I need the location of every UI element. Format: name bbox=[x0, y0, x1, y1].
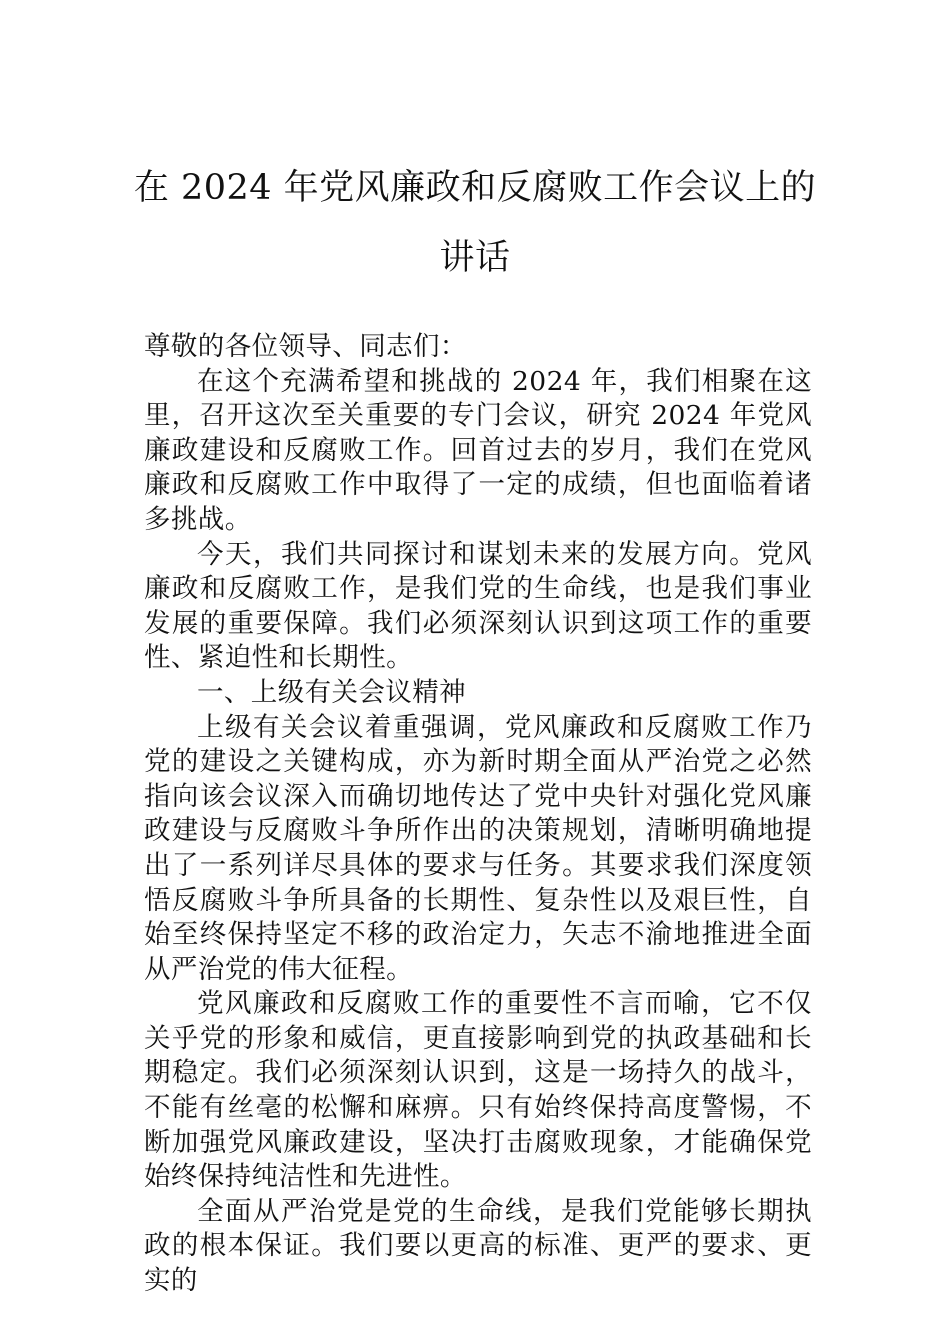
paragraph-meeting-spirit: 上级有关会议着重强调，党风廉政和反腐败工作乃党的建设之关键构成，亦为新时期全面从严治党之必然指向该会议深入而确切地传达了党中央针对强化党风廉政建设与反腐败斗争所作出的决策规划，清晰明确地提出了一系列详尽具体的要求与任务。其要求我们深度领悟反腐败斗争所具备的长期性、复杂性以及艰巨性，自始至终保持坚定不移的政治定力，矢志不渝地推进全面从严治党的伟大征程。 bbox=[144, 711, 812, 985]
section-heading-1: 一、上级有关会议精神 bbox=[197, 676, 466, 708]
paragraph-importance: 党风廉政和反腐败工作的重要性不言而喻，它不仅关乎党的形象和威信，更直接影响到党的执政基础和长期稳定。我们必须深刻认识到，这是一场持久的战斗，不能有丝毫的松懈和麻痹。只有始终保持高度警惕，不断加强党风廉政建设，坚决打击腐败现象，才能确保党始终保持纯洁性和先进性。 bbox=[144, 988, 812, 1193]
paragraph-strict-governance: 全面从严治党是党的生命线，是我们党能够长期执政的根本保证。我们要以更高的标准、更严的要求、更实的 bbox=[144, 1195, 812, 1297]
document-body bbox=[144, 330, 812, 1299]
salutation: 尊敬的各位领导、同志们： bbox=[144, 331, 467, 362]
paragraph-opening: 在这个充满希望和挑战的 2024 年，我们相聚在这里，召开这次至关重要的专门会议，研究 2024 年党风廉政建设和反腐败工作。回首过去的岁月，我们在党风廉政和反腐败工作中取得了一定的成绩，但也面临着诸多挑战。 bbox=[144, 365, 812, 535]
document-title-line-1: 在 2024 年党风廉政和反腐败工作会议上的 bbox=[133, 168, 817, 208]
paragraph-today: 今天，我们共同探讨和谋划未来的发展方向。党风廉政和反腐败工作，是我们党的生命线，也是我们事业发展的重要保障。我们必须深刻认识到这项工作的重要性、紧迫性和长期性。 bbox=[144, 538, 812, 674]
document-title-line-2: 讲话 bbox=[439, 238, 511, 278]
